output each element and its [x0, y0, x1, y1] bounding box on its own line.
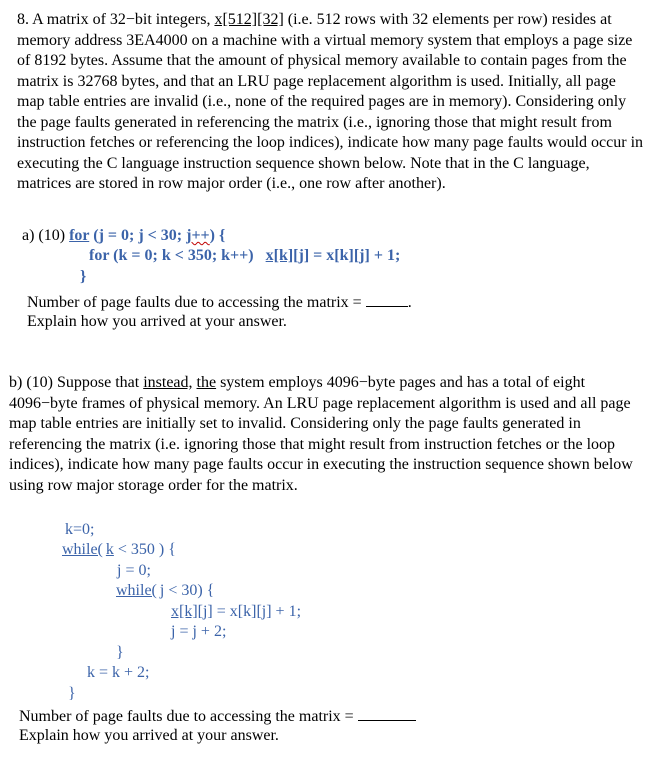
part-b-faults-prompt: Number of page faults due to accessing the matrix =: [19, 708, 354, 725]
part-a-lhs: x[k][j]: [265, 247, 310, 264]
part-b-assignment-line: [171, 603, 301, 621]
part-b-outer-while-line: [62, 541, 176, 559]
part-a-faults-prompt: Number of page faults due to accessing the matrix =: [27, 294, 362, 311]
part-b-inner-while-var: j: [159, 582, 165, 599]
part-b-lhs: x[k][j]: [171, 603, 213, 620]
part-b-rhs: = x[k][j] + 1;: [212, 603, 302, 620]
part-b-outer-while-var: k: [105, 541, 114, 558]
part-b-j-increment: j = j + 2;: [171, 623, 227, 640]
part-b-text: [9, 373, 639, 497]
part-a-rhs: = x[k][j] + 1;: [313, 247, 401, 264]
part-b-outer-while-rest: < 350 ) {: [113, 541, 176, 558]
part-b-k-increment: k = k + 2;: [87, 664, 150, 681]
part-b-the: the: [196, 374, 217, 391]
part-b-inner-close: }: [116, 644, 124, 661]
part-a-loop-line: [22, 227, 225, 245]
part-b-k-init: k=0;: [65, 521, 95, 538]
part-b-outer-while-kw: while(: [62, 541, 103, 558]
part-b-label: b) (10) Suppose that: [9, 374, 140, 391]
question-text-a: A matrix of 32−bit integers,: [32, 11, 211, 28]
part-b-answer-blank[interactable]: [358, 706, 416, 721]
part-b-faults-line: [19, 706, 416, 726]
part-b-inner-while-rest: < 30) {: [164, 582, 215, 599]
part-a-explain: Explain how you arrived at your answer.: [27, 313, 287, 330]
matrix-declaration: x[512][32]: [214, 11, 284, 28]
part-a-inner-loop-line: [89, 247, 400, 265]
question-text-b: (i.e. 512 rows with 32 elements per row) resides at memory address 3EA4000 on a machine with a virtual memory system that employs a page size of 8192 bytes. Assume that the amount of physical memory available to contain pages from the matrix is 32768 bytes, and that an LRU page replacement algorithm is used. Initially, all page map table entries are invalid (i.e., none of the required pages are in memory). Considering only the page faults generated in referencing the matrix (i.e., ignoring those that might result from instruction fetches or referencing the loop indices), indicate how many page faults would occur in executing the C language instruction sequence shown below. Note that in the C language, matrices are stored in row major order (i.e., one row after another).: [17, 11, 644, 192]
part-b-instead: instead,: [143, 374, 193, 391]
part-a-outer-loop: (j = 0; j < 30;: [89, 227, 187, 244]
part-b-j-init: j = 0;: [117, 562, 151, 579]
part-a-outer-increment: j++: [186, 227, 210, 244]
part-a-label: a) (10): [22, 227, 66, 244]
part-b-text-body: system employs 4096−byte pages and has a total of eight 4096−byte frames of physical memory. An LRU page replacement algorithm is used and all page map table entries are initially set to invalid. Considering only the page faults generated in referencing the matrix (i.e. ignoring those that might result from instruction fetches or the loop indices), indicate how many page faults occur in executing the instruction sequence shown below using row major storage order for the matrix.: [9, 374, 633, 494]
part-b-outer-close: }: [68, 685, 76, 702]
part-b-explain: Explain how you arrived at your answer.: [19, 727, 279, 744]
part-a-for-keyword: for: [69, 227, 90, 244]
question-number: 8.: [17, 11, 29, 28]
part-a-outer-loop-end: ) {: [209, 227, 226, 244]
part-a-answer-blank[interactable]: [366, 292, 408, 307]
part-b-inner-while-kw: while(: [116, 582, 157, 599]
part-a-inner-loop: for (k = 0; k < 350; k++): [89, 247, 254, 264]
question-8-text: [17, 10, 645, 195]
part-a-faults-line: Number of page faults due to accessing the matrix = .: [27, 294, 412, 311]
part-a-close-brace: }: [80, 268, 87, 285]
part-b-inner-while-line: [116, 582, 214, 600]
